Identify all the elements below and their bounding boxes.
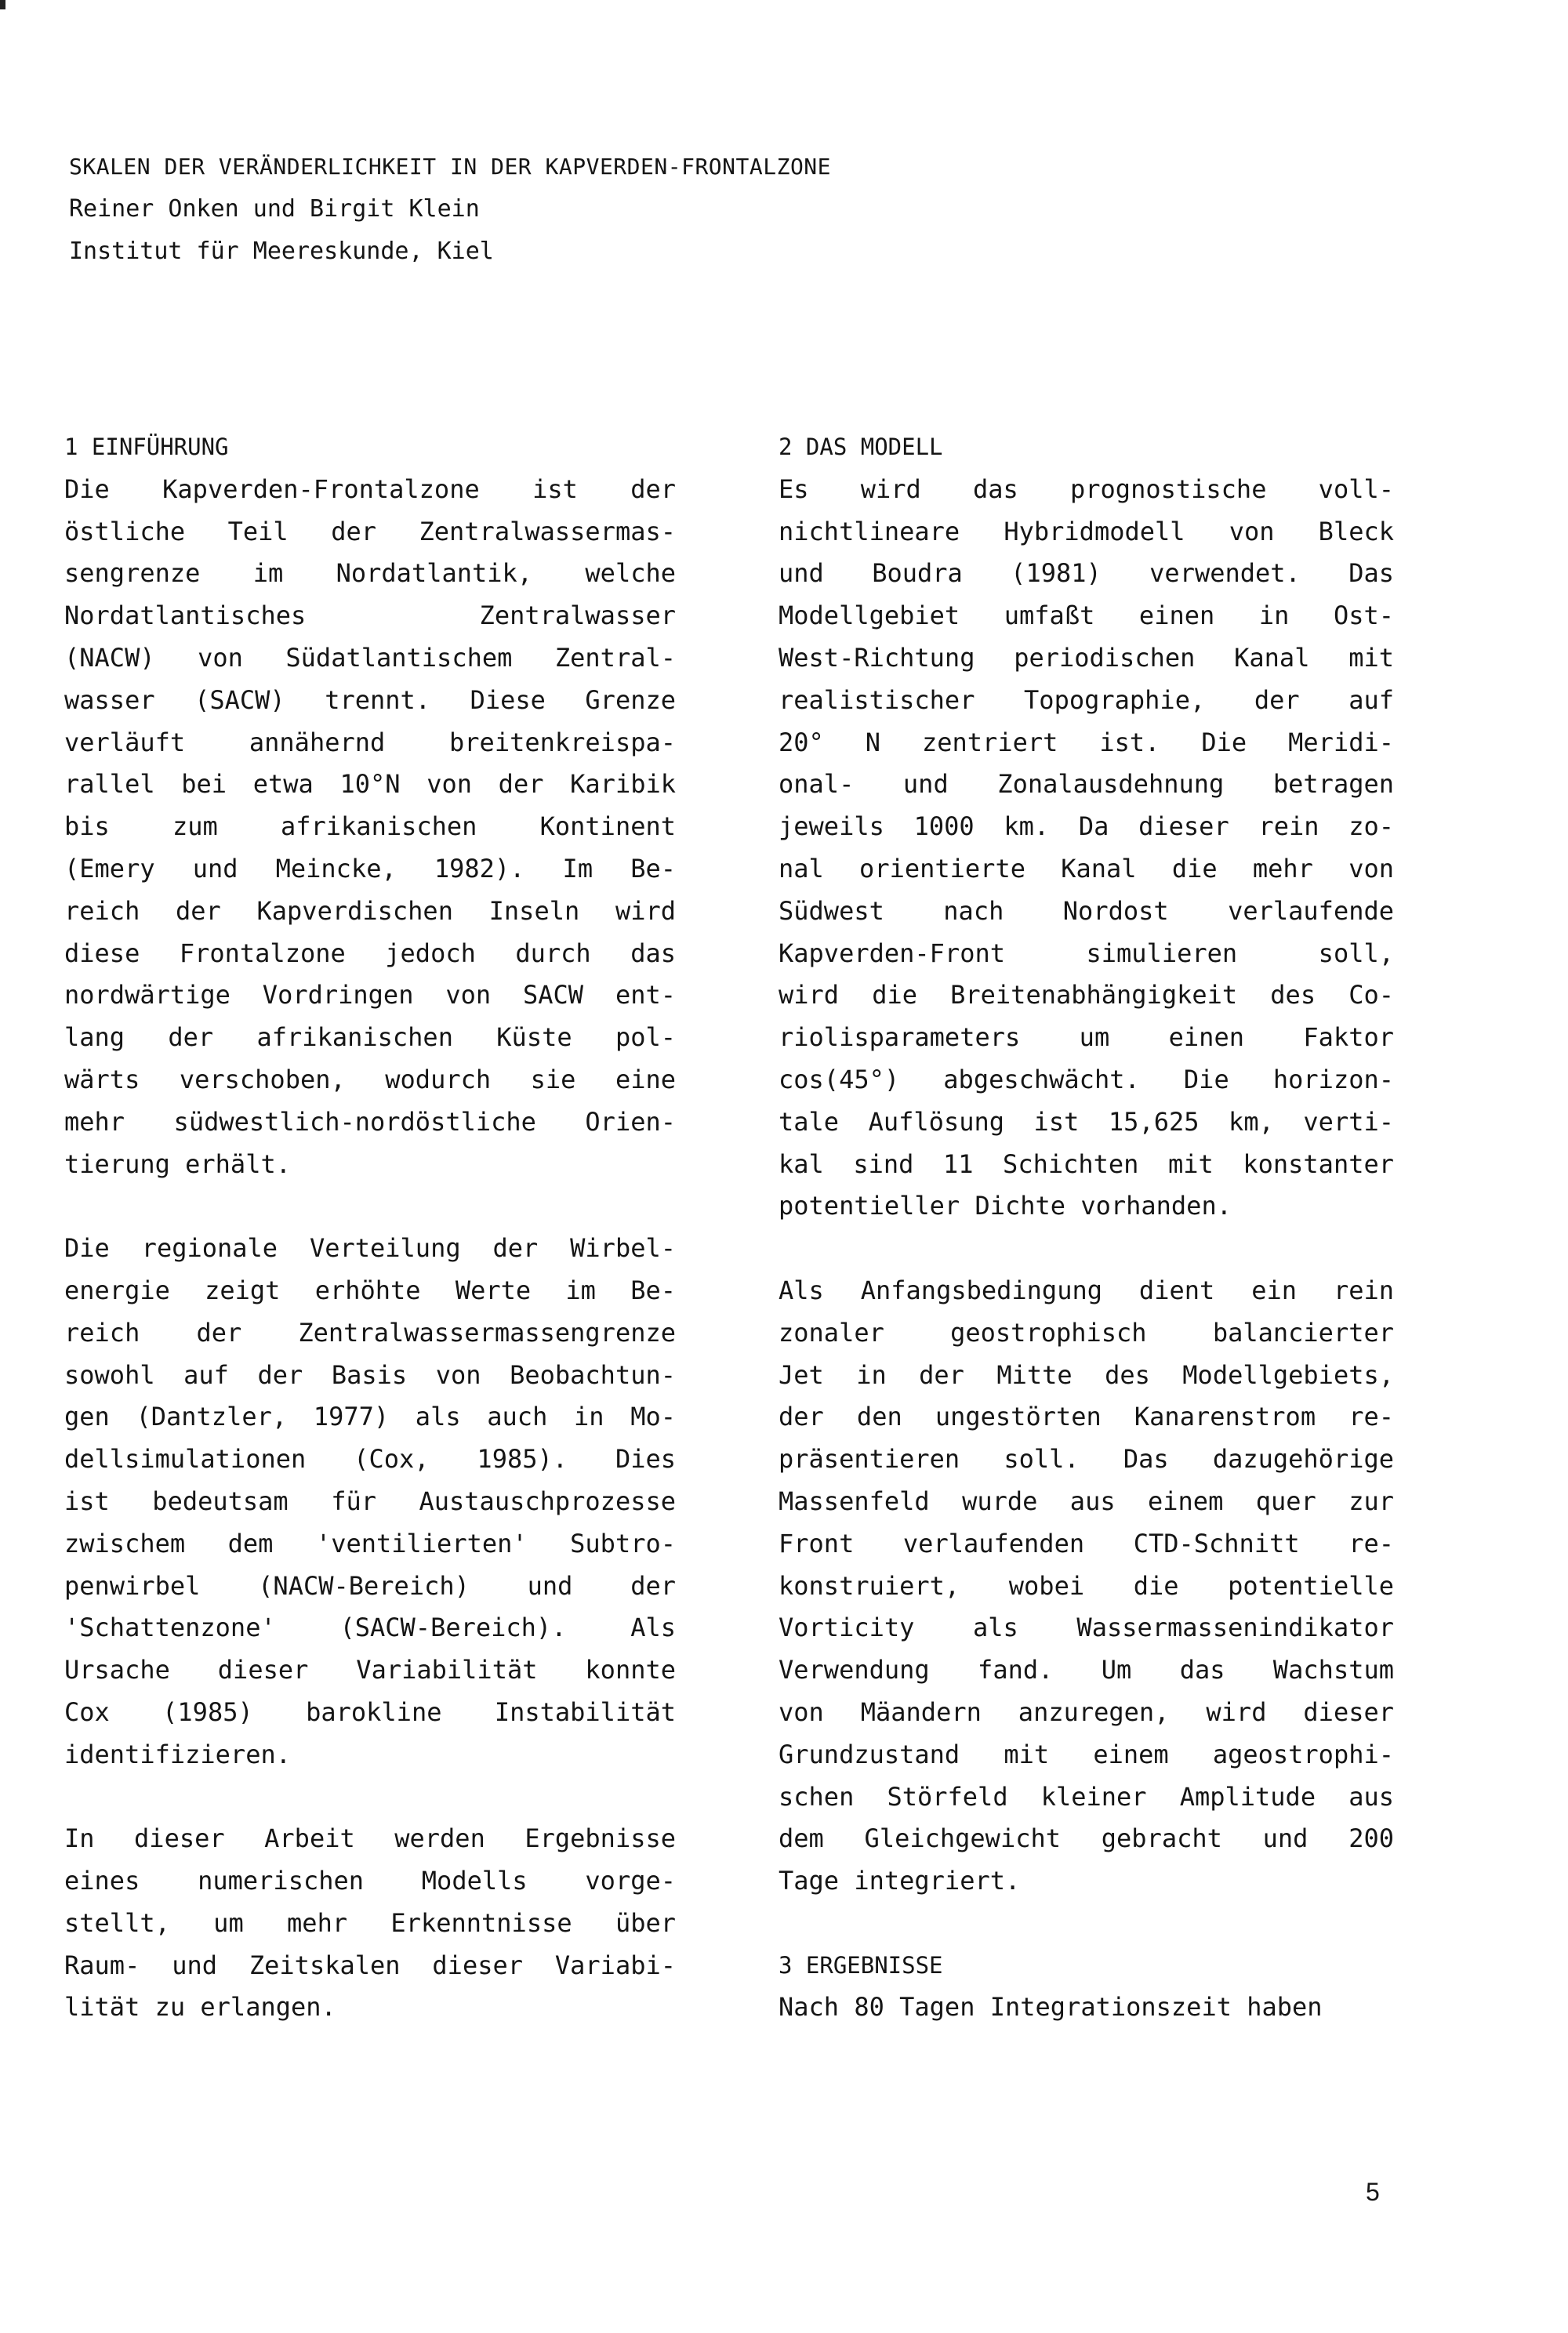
text-line: Modellgebiet umfaßt einen in Ost- bbox=[779, 600, 1394, 631]
paragraph bbox=[64, 1228, 676, 1776]
paper-title: SKALEN DER VERÄNDERLICHKEIT IN DER KAPVERDEN-FRONTALZONE bbox=[69, 154, 832, 180]
text-line: sowohl auf der Basis von Beobachtun- bbox=[64, 1359, 676, 1390]
text-line: lität zu erlangen. bbox=[64, 1992, 336, 2023]
text-line: eines numerischen Modells vorge- bbox=[64, 1866, 676, 1896]
text-line: und Boudra (1981) verwendet. Das bbox=[779, 558, 1394, 589]
text-line: nal orientierte Kanal die mehr von bbox=[779, 853, 1394, 883]
paragraph bbox=[779, 1986, 1394, 2029]
text-line: gen (Dantzler, 1977) als auch in Mo- bbox=[64, 1402, 676, 1432]
section-heading-modell: 2 DAS MODELL bbox=[779, 434, 943, 460]
text-line: Vorticity als Wassermassenindikator bbox=[779, 1613, 1394, 1643]
paragraph bbox=[779, 1270, 1394, 1903]
text-line: kal sind 11 Schichten mit konstanter bbox=[779, 1148, 1394, 1179]
text-line: cos(45°) abgeschwächt. Die horizon- bbox=[779, 1064, 1394, 1094]
text-line: wird die Breitenabhängigkeit des Co- bbox=[779, 980, 1394, 1010]
text-line: Verwendung fand. Um das Wachstum bbox=[779, 1655, 1394, 1685]
text-line: penwirbel (NACW-Bereich) und der bbox=[64, 1570, 676, 1601]
text-line: diese Frontalzone jedoch durch das bbox=[64, 938, 676, 968]
text-line: Tage integriert. bbox=[779, 1866, 1021, 1896]
text-line: rallel bei etwa 10°N von der Karibik bbox=[64, 769, 676, 800]
paragraph bbox=[779, 469, 1394, 1228]
text-line: schen Störfeld kleiner Amplitude aus bbox=[779, 1781, 1394, 1812]
scan-mark bbox=[0, 0, 5, 9]
text-line: 'Schattenzone' (SACW-Bereich). Als bbox=[64, 1613, 676, 1643]
section-heading-ergebnisse: 3 ERGEBNISSE bbox=[779, 1951, 943, 1979]
text-line: östliche Teil der Zentralwassermas- bbox=[64, 516, 676, 546]
text-line: Als Anfangsbedingung dient ein rein bbox=[779, 1275, 1394, 1305]
text-line: der den ungestörten Kanarenstrom re- bbox=[779, 1402, 1394, 1432]
text-line: dem Gleichgewicht gebracht und 200 bbox=[779, 1823, 1394, 1854]
text-line: konstruiert, wobei die potentielle bbox=[779, 1570, 1394, 1601]
paper-authors: Reiner Onken und Birgit Klein bbox=[69, 195, 480, 223]
paper-header bbox=[69, 146, 831, 273]
paper-affiliation: Institut für Meereskunde, Kiel bbox=[69, 238, 494, 265]
text-line: West-Richtung periodischen Kanal mit bbox=[779, 642, 1394, 673]
text-line: nichtlineare Hybridmodell von Bleck bbox=[779, 516, 1394, 546]
text-line: Raum- und Zeitskalen dieser Variabi- bbox=[64, 1950, 676, 1980]
paragraph bbox=[64, 469, 676, 1186]
text-line: reich der Zentralwassermassengrenze bbox=[64, 1317, 676, 1348]
text-line: Massenfeld wurde aus einem quer zur bbox=[779, 1486, 1394, 1516]
section-heading-einfuehrung: 1 EINFÜHRUNG bbox=[64, 434, 229, 460]
text-line: In dieser Arbeit werden Ergebnisse bbox=[64, 1823, 676, 1854]
text-line: verläuft annähernd breitenkreispa- bbox=[64, 727, 676, 757]
text-line: zonaler geostrophisch balancierter bbox=[779, 1317, 1394, 1348]
text-line: 20° N zentriert ist. Die Meridi- bbox=[779, 727, 1394, 757]
text-line: Die regionale Verteilung der Wirbel- bbox=[64, 1233, 676, 1264]
text-line: realistischer Topographie, der auf bbox=[779, 684, 1394, 715]
text-line: von Mäandern anzuregen, wird dieser bbox=[779, 1696, 1394, 1727]
text-line: Es wird das prognostische voll- bbox=[779, 473, 1394, 504]
text-line: energie zeigt erhöhte Werte im Be- bbox=[64, 1275, 676, 1305]
text-line: bis zum afrikanischen Kontinent bbox=[64, 811, 676, 842]
text-line: wärts verschoben, wodurch sie eine bbox=[64, 1064, 676, 1094]
text-line: sengrenze im Nordatlantik, welche bbox=[64, 558, 676, 589]
text-line: nordwärtige Vordringen von SACW ent- bbox=[64, 980, 676, 1010]
text-line: lang der afrikanischen Küste pol- bbox=[64, 1022, 676, 1053]
text-line: zwischem dem 'ventilierten' Subtro- bbox=[64, 1528, 676, 1558]
paragraph bbox=[64, 1818, 676, 2029]
text-line: tierung erhält. bbox=[64, 1148, 291, 1179]
text-line: potentieller Dichte vorhanden. bbox=[779, 1191, 1232, 1221]
text-line: onal- und Zonalausdehnung betragen bbox=[779, 769, 1394, 800]
text-line: mehr südwestlich-nordöstliche Orien- bbox=[64, 1106, 676, 1137]
text-line: riolisparameters um einen Faktor bbox=[779, 1022, 1394, 1053]
text-line: wasser (SACW) trennt. Diese Grenze bbox=[64, 684, 676, 715]
left-column bbox=[64, 426, 676, 2029]
text-line: Ursache dieser Variabilität konnte bbox=[64, 1655, 676, 1685]
text-line: stellt, um mehr Erkenntnisse über bbox=[64, 1907, 676, 1938]
text-line: Nach 80 Tagen Integrationszeit haben bbox=[779, 1992, 1323, 2023]
text-line: Die Kapverden-Frontalzone ist der bbox=[64, 473, 676, 504]
right-column bbox=[779, 426, 1394, 2029]
text-line: Jet in der Mitte des Modellgebiets, bbox=[779, 1359, 1394, 1390]
text-line: Cox (1985) barokline Instabilität bbox=[64, 1696, 676, 1727]
text-line: (Emery und Meincke, 1982). Im Be- bbox=[64, 853, 676, 883]
text-line: Kapverden-Front simulieren soll, bbox=[779, 938, 1394, 968]
text-line: dellsimulationen (Cox, 1985). Dies bbox=[64, 1444, 676, 1475]
text-line: Südwest nach Nordost verlaufende bbox=[779, 895, 1394, 926]
text-line: tale Auflösung ist 15,625 km, verti- bbox=[779, 1106, 1394, 1137]
text-line: ist bedeutsam für Austauschprozesse bbox=[64, 1486, 676, 1516]
text-line: identifizieren. bbox=[64, 1739, 291, 1769]
text-line: jeweils 1000 km. Da dieser rein zo- bbox=[779, 811, 1394, 842]
text-line: Nordatlantisches Zentralwasser bbox=[64, 600, 676, 631]
text-line: reich der Kapverdischen Inseln wird bbox=[64, 895, 676, 926]
text-line: Grundzustand mit einem ageostrophi- bbox=[779, 1739, 1394, 1769]
text-line: (NACW) von Südatlantischem Zentral- bbox=[64, 642, 676, 673]
text-line: Front verlaufenden CTD-Schnitt re- bbox=[779, 1528, 1394, 1558]
page-number: 5 bbox=[1366, 2178, 1380, 2206]
text-line: präsentieren soll. Das dazugehörige bbox=[779, 1444, 1394, 1475]
